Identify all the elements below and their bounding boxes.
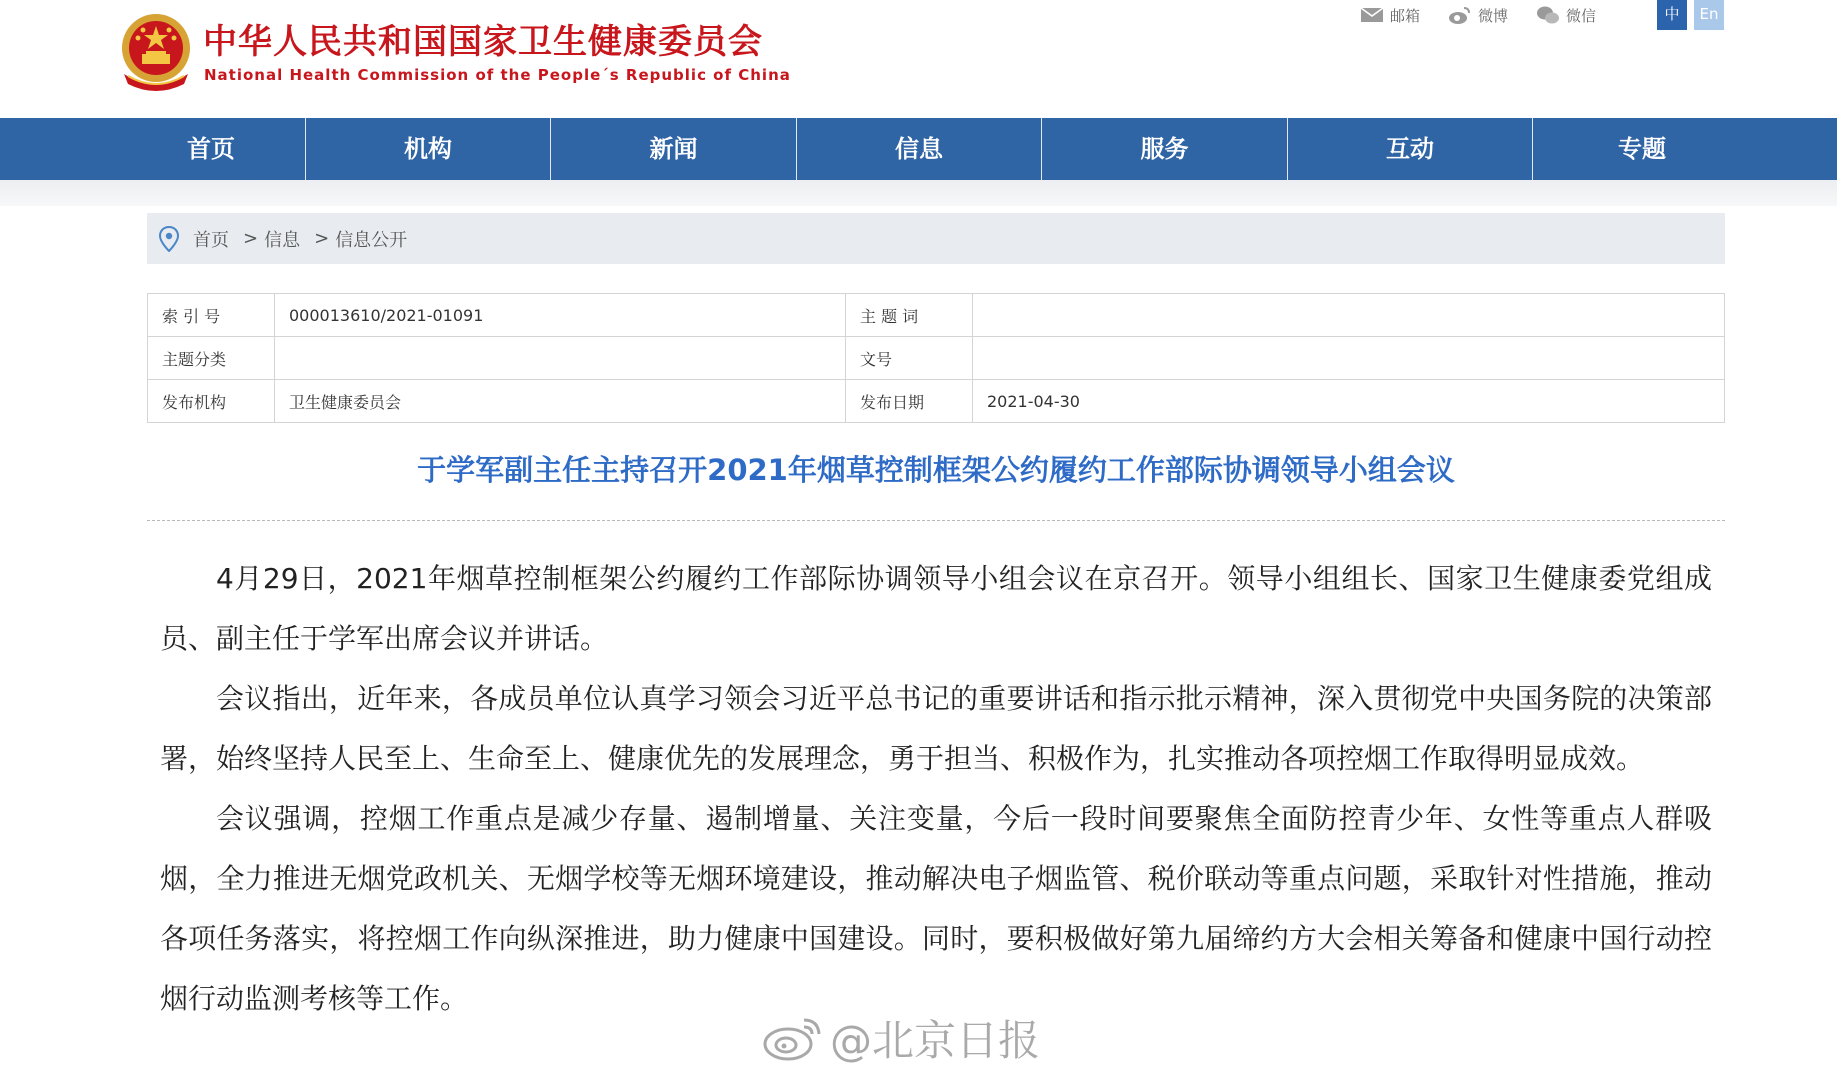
- lang-en-button[interactable]: En: [1694, 0, 1724, 30]
- breadcrumb-separator: >: [314, 228, 330, 249]
- main-nav: [0, 118, 1837, 180]
- wechat-link-label: 微信: [1566, 6, 1597, 25]
- index-label: 索 引 号: [148, 294, 275, 337]
- mail-icon: [1360, 6, 1384, 24]
- table-row: [148, 380, 1725, 423]
- location-pin-icon: [159, 226, 179, 252]
- site-title-en[interactable]: National Health Commission of the People´s Republic of China: [204, 66, 791, 84]
- top-links: [1360, 2, 1624, 28]
- table-row: [148, 337, 1725, 380]
- nav-shadow: [0, 180, 1837, 206]
- nav-item-information[interactable]: 信息: [895, 135, 943, 163]
- table-row: [148, 294, 1725, 337]
- weibo-link[interactable]: [1448, 2, 1508, 28]
- site-header: [0, 0, 1837, 118]
- org-value: 卫生健康委员会: [275, 380, 846, 423]
- national-emblem-icon[interactable]: [118, 10, 194, 92]
- wechat-link[interactable]: [1536, 2, 1596, 28]
- nav-item-news[interactable]: 新闻: [649, 135, 698, 163]
- breadcrumb-information[interactable]: 信息: [264, 229, 301, 251]
- weibo-icon: [1448, 5, 1472, 25]
- site-title-cn[interactable]: 中华人民共和国国家卫生健康委员会: [203, 22, 763, 62]
- date-value: 2021-04-30: [973, 380, 1725, 423]
- watermark-text: @北京日报: [830, 1016, 1041, 1065]
- docno-label: 文号: [846, 337, 973, 380]
- org-label: 发布机构: [148, 380, 275, 423]
- watermark: [762, 1008, 1040, 1068]
- article-paragraph: 会议强调，控烟工作重点是减少存量、遏制增量、关注变量，今后一段时间要聚焦全面防控青少年、女性等重点人群吸烟，全力推进无烟党政机关、无烟学校等无烟环境建设，推动解决电子烟监管、税价联动等重点问题，采取针对性措施，推动各项任务落实，将控烟工作向纵深推进，助力健康中国建设。同时，要积极做好第九届缔约方大会相关筹备和健康中国行动控烟行动监测考核等工作。: [160, 802, 1712, 1015]
- nav-item-home[interactable]: 首页: [187, 135, 235, 163]
- breadcrumb: [147, 213, 1725, 264]
- category-value: [275, 337, 846, 380]
- docno-value: [973, 337, 1725, 380]
- date-label: 发布日期: [846, 380, 973, 423]
- article-title: 于学军副主任主持召开2021年烟草控制框架公约履约工作部际协调领导小组会议: [417, 453, 1455, 487]
- weibo-link-label: 微博: [1478, 6, 1509, 25]
- weibo-icon: [762, 1014, 824, 1062]
- lang-cn-button[interactable]: 中: [1657, 0, 1687, 30]
- wechat-icon: [1536, 5, 1560, 25]
- breadcrumb-separator: >: [243, 228, 259, 249]
- mail-link[interactable]: [1360, 2, 1420, 28]
- nav-item-interaction[interactable]: 互动: [1386, 135, 1434, 163]
- title-divider: [147, 520, 1725, 521]
- nav-item-topics[interactable]: 专题: [1618, 135, 1666, 163]
- breadcrumb-home[interactable]: 首页: [193, 229, 229, 251]
- article-paragraph: 4月29日，2021年烟草控制框架公约履约工作部际协调领导小组会议在京召开。领导小组组长、国家卫生健康委党组成员、副主任于学军出席会议并讲话。: [160, 562, 1712, 655]
- nav-item-services[interactable]: 服务: [1140, 135, 1189, 163]
- keyword-value: [973, 294, 1725, 337]
- document-meta-table: [147, 293, 1725, 423]
- nav-item-organization[interactable]: 机构: [404, 135, 452, 163]
- category-label: 主题分类: [148, 337, 275, 380]
- article-body: [160, 549, 1712, 1029]
- mail-link-label: 邮箱: [1390, 6, 1421, 25]
- index-value: 000013610/2021-01091: [275, 294, 846, 337]
- article-paragraph: 会议指出，近年来，各成员单位认真学习领会习近平总书记的重要讲话和指示批示精神，深入贯彻党中央国务院的决策部署，始终坚持人民至上、生命至上、健康优先的发展理念，勇于担当、积极作为，扎实推动各项控烟工作取得明显成效。: [160, 682, 1712, 775]
- keyword-label: 主 题 词: [846, 294, 973, 337]
- breadcrumb-disclosure[interactable]: 信息公开: [335, 229, 408, 251]
